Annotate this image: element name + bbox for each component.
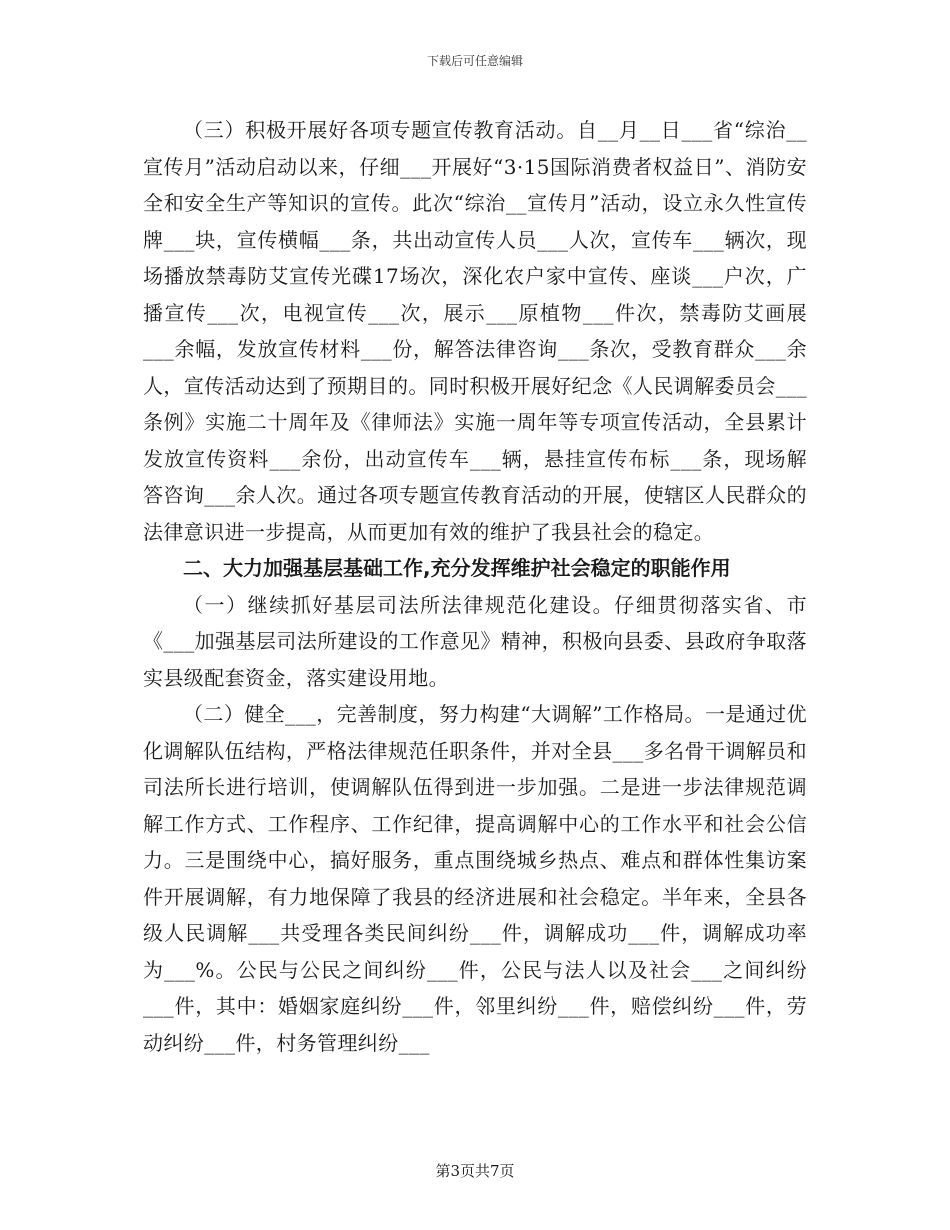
- paragraph-publicity-activities: （三）积极开展好各项专题宣传教育活动。自__月__日___省“综治__宣传月”活动启动以来，仔细___开展好“3·15国际消费者权益日”、消防安全和安全生产等知识的宣传。此次“综治__宣传月”活动，设立永久性宣传牌___块，宣传横幅___条，共出动宣传人员___人次，宣传车___辆次，现场播放禁毒防艾宣传光碟17场次，深化农户家中宣传、座谈___户次，广播宣传___次，电视宣传___次，展示___原植物___件次，禁毒防艾画展___余幅，发放宣传材料___份，解答法律咨询___条次，受教育群众___余人，宣传活动达到了预期目的。同时积极开展好纪念《人民调解委员会___条例》实施二十周年及《律师法》实施一周年等专项宣传活动，全县累计发放宣传资料___余份，出动宣传车___辆，悬挂宣传布标___条，现场解答咨询___余人次。通过各项专题宣传教育活动的开展，使辖区人民群众的法律意识进一步提高，从而更加有效的维护了我县社会的稳定。: [143, 118, 807, 544]
- page-header: 下载后可任意编辑: [426, 54, 523, 68]
- document-body: [143, 112, 807, 1061]
- page-number: 第3页共7页: [435, 1162, 515, 1180]
- section-heading-2: 二、大力加强基层基础工作,充分发挥维护社会稳定的职能作用: [183, 556, 731, 580]
- paragraph-mediation-system: （二）健全___，完善制度，努力构建“大调解”工作格局。一是通过优化调解队伍结构，严格法律规范任职条件，并对全县___多名骨干调解员和司法所长进行培训，使调解队伍得到进一步加强。二是进一步法律规范调解工作方式、工作程序、工作纪律，提高调解中心的工作水平和社会公信力。三是围绕中心，搞好服务，重点围绕城乡热点、难点和群体性集访案件开展调解，有力地保障了我县的经济进展和社会稳定。半年来，全县各级人民调解___共受理各类民间纠纷___件，调解成功___件，调解成功率为___%。公民与公民之间纠纷___件，公民与法人以及社会___之间纠纷___件，其中：婚姻家庭纠纷___件，邻里纠纷___件，赔偿纠纷___件，劳动纠纷___件，村务管理纠纷___: [143, 702, 807, 1055]
- paragraph-judicial-office-construction: （一）继续抓好基层司法所法律规范化建设。仔细贯彻落实省、市《___加强基层司法所建设的工作意见》精神，积极向县委、县政府争取落实县级配套资金，落实建设用地。: [143, 592, 807, 690]
